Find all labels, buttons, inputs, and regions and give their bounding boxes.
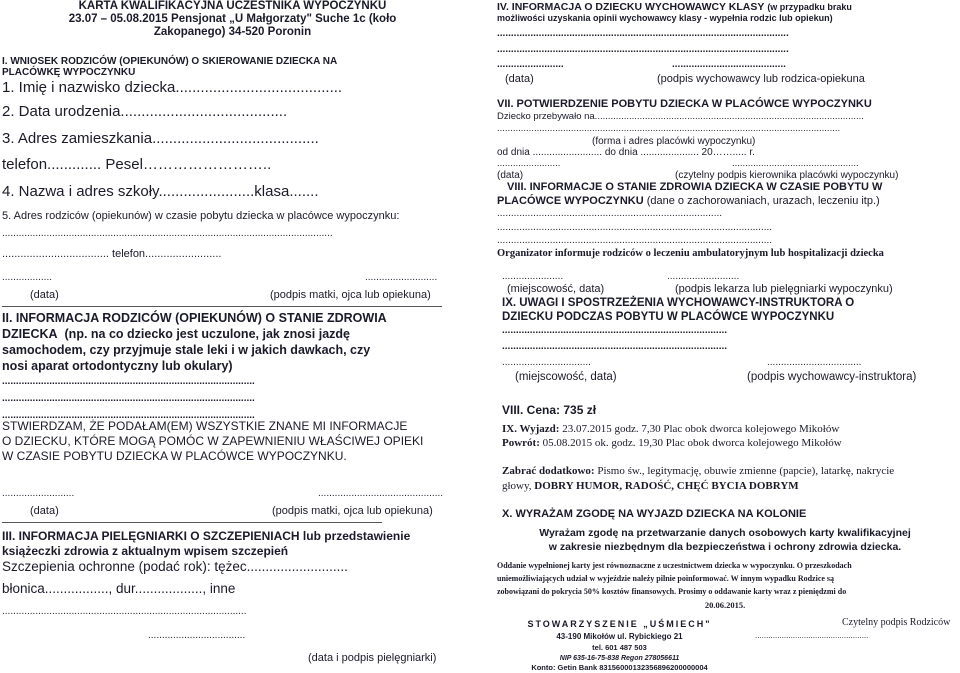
section-3-heading: III. INFORMACJA PIELĘGNIARKI O SZCZEPIENIACH lub przedstawienie bbox=[2, 529, 411, 543]
section-4-title: IV. INFORMACJA O DZIECKU WYCHOWAWCY KLASY bbox=[497, 1, 765, 13]
extras-word: głowy, bbox=[502, 480, 532, 492]
teacher-sign-caption: (podpis wychowawcy lub rodzica-opiekuna bbox=[657, 73, 865, 85]
doctor-date-caption: (miejscowość, data) bbox=[507, 283, 605, 295]
return-text: 05.08.2015 ok. godz. 19,30 Plac obok dworca kolejowego Mikołów bbox=[542, 437, 842, 449]
section-4-note: (w przypadku braku bbox=[767, 2, 852, 12]
signature-2-date-line[interactable]: .......................... bbox=[2, 488, 75, 499]
home-address-field[interactable]: 3. Adres zamieszkania........................................ bbox=[2, 130, 319, 147]
health-during-stay-line-1[interactable]: ................................................................................. bbox=[497, 208, 723, 219]
nurse-sign-caption: (data i podpis pielęgniarki) bbox=[308, 652, 437, 664]
section-8-heading-cont bbox=[497, 195, 880, 207]
declaration-line-3: W CZASIE POBYTU DZIECKA W PLACÓWCE WYPOCZYNKU. bbox=[2, 449, 347, 463]
other-vaccines-field[interactable]: ........................................................................................ bbox=[2, 606, 247, 617]
section-x-heading: X. WYRAŻAM ZGODĘ NA WYJAZD DZIECKA NA KOLONIE bbox=[502, 508, 807, 520]
signature-1-sign-caption: (podpis matki, ojca lub opiekuna) bbox=[270, 289, 431, 301]
stamp-phone: tel. 601 487 503 bbox=[592, 643, 647, 652]
left-column bbox=[0, 0, 465, 673]
form-title: KARTA KWALIFIKACYJNA UCZESTNIKA WYPOCZYNKU bbox=[78, 0, 387, 12]
consent-line-1: Wyrażam zgodę na przetwarzanie danych osobowych karty kwalifikacyjnej bbox=[539, 527, 911, 539]
stamp-address: 43-190 Mikołów ul. Rybickiego 21 bbox=[556, 632, 683, 641]
stamp-ids: NIP 635-16-75-838 Regon 278056611 bbox=[559, 655, 680, 662]
school-field[interactable]: 4. Nazwa i adres szkoły.......................klasa....... bbox=[2, 183, 319, 200]
manager-date-caption: (data) bbox=[497, 170, 524, 181]
departure-text: 23.07.2015 godz. 7,30 Plac obok dworca kolejowego Mikołów bbox=[562, 423, 840, 435]
declaration-line-1: STWIERDZAM, ŻE PODAŁAM(EM) WSZYSTKIE ZNANE MI INFORMACJE bbox=[2, 419, 408, 433]
stay-place-field-2[interactable]: .................................................................................................................................. bbox=[497, 124, 841, 134]
nurse-sign-line[interactable]: ................................... bbox=[148, 630, 246, 641]
notice-line-2: uniemożliwiających udział w wyjeździe należy pilnie poinformować. W innym wypadku Rodzice są bbox=[497, 574, 835, 583]
stamp-bank-account: Konto: Getin Bank 83156000132356896200000004 bbox=[531, 663, 708, 672]
parents-signature-line[interactable]: ................................................... bbox=[755, 631, 869, 640]
stay-dates-field[interactable]: od dnia ......................... do dnia ..................... 20……..... r. bbox=[497, 147, 755, 158]
camp-address: Zakopanego) 34-520 Poronin bbox=[153, 26, 312, 38]
teacher-date-line[interactable]: ........................ bbox=[497, 59, 564, 70]
signature-1-sign-line[interactable]: .......................... bbox=[365, 272, 438, 283]
manager-date-line[interactable]: ........................ bbox=[497, 158, 561, 169]
doctor-date-line[interactable]: ...................... bbox=[502, 271, 564, 282]
signature-1-date-line[interactable]: .................. bbox=[2, 272, 53, 283]
instructor-date-line[interactable]: ................................ bbox=[502, 357, 591, 368]
health-during-stay-line-2[interactable]: ................................................................................................... bbox=[497, 222, 773, 233]
manager-sign-line[interactable]: ................................................ bbox=[732, 158, 859, 169]
section-2-heading: II. INFORMACJA RODZICÓW (OPIEKUNÓW) O STANIE ZDROWIA bbox=[2, 311, 387, 325]
departure-line bbox=[502, 423, 839, 435]
parents-phone-field[interactable]: ................................... telefon......................... bbox=[2, 248, 222, 260]
divider bbox=[2, 306, 442, 307]
section-2-heading-cont bbox=[2, 328, 350, 342]
price: VIII. Cena: 735 zł bbox=[502, 403, 597, 417]
child-name-field[interactable]: 1. Imię i nazwisko dziecka........................................ bbox=[2, 79, 343, 96]
stamp-name: STOWARZYSZENIE „UŚMIECH" bbox=[527, 619, 712, 629]
stay-place-field[interactable]: Dziecko przebywało na...................................................................................................... bbox=[497, 112, 864, 122]
section-2-question-cont: samochodem, czy przyjmuje stale leki i w jakich dawkach, czy bbox=[2, 343, 371, 357]
extras-line-2 bbox=[502, 480, 799, 492]
extras-line bbox=[502, 465, 894, 477]
divider bbox=[2, 522, 382, 523]
section-2-word: DZIECKA bbox=[2, 327, 58, 341]
remarks-line-1[interactable]: ................................................................................. bbox=[502, 325, 728, 336]
tetanus-field[interactable]: Szczepienia ochronne (podać rok): tężec........................... bbox=[2, 559, 348, 574]
manager-sign-caption: (czytelny podpis kierownika placówki wypoczynku) bbox=[675, 170, 899, 181]
health-during-stay-line-3[interactable]: ................................................................................................... bbox=[497, 235, 773, 246]
section-1-heading-cont: PLACÓWKĘ WYPOCZYNKU bbox=[2, 67, 136, 78]
section-1-heading: I. WNIOSEK RODZICÓW (OPIEKUNÓW) O SKIEROWANIE DZIECKA NA bbox=[2, 56, 338, 67]
section-8-heading: VIII. INFORMACJE O STANIE ZDROWIA DZIECKA W CZASIE POBYTU W bbox=[507, 181, 883, 193]
extras-motto: DOBRY HUMOR, RADOŚĆ, CHĘĆ BYCIA DOBRYM bbox=[534, 480, 799, 492]
section-4-note-cont: możliwości uzyskania opinii wychowawcy klasy - wypełnia rodzic lub opiekun) bbox=[497, 13, 833, 23]
instructor-sign-line[interactable]: .................................. bbox=[767, 357, 862, 368]
notice-deadline: 20.06.2015. bbox=[704, 600, 746, 610]
camp-dates-place: 23.07 – 05.08.2015 Pensjonat „U Małgorzaty" Suche 1c (koło bbox=[68, 13, 397, 25]
section-2-question-end: nosi aparat ortodontyczny lub okulary) bbox=[2, 359, 233, 373]
organizer-notice: Organizator informuje rodziców o leczeniu ambulatoryjnym lub hospitalizacji dziecka bbox=[497, 248, 884, 259]
instructor-date-caption: (miejscowość, data) bbox=[515, 371, 617, 383]
signature-2-date-caption: (data) bbox=[30, 505, 59, 517]
diphtheria-typhoid-field[interactable]: błonica................., dur.................., inne bbox=[2, 581, 236, 596]
section-3-heading-cont: książeczki zdrowia z aktualnym wpisem szczepień bbox=[2, 544, 289, 558]
section-9-heading: IX. UWAGI I SPOSTRZEŻENIA WYCHOWAWCY-INSTRUKTORA O bbox=[502, 297, 855, 309]
teacher-opinion-line-2[interactable]: ......................................................................................................... bbox=[497, 44, 789, 55]
notice-line-3: zobowiązani do pokrycia 50% kosztów finansowych. Prosimy o oddawanie karty wraz z pieniędzmi do bbox=[497, 587, 847, 596]
extras-label: Zabrać dodatkowo: bbox=[502, 465, 595, 477]
teacher-sign-line[interactable]: ......................................... bbox=[672, 59, 786, 70]
section-7-heading: VII. POTWIERDZENIE POBYTU DZIECKA W PLACÓWCE WYPOCZYNKU bbox=[497, 98, 872, 110]
notice-line-1: Oddanie wypełnionej karty jest równoznaczne z uczestnictwem dziecka w wypoczynku. O przeszkodach bbox=[497, 561, 852, 570]
section-8-word: PLACÓWCE WYPOCZYNKU bbox=[497, 195, 644, 207]
signature-2-sign-caption: (podpis matki, ojca lub opiekuna) bbox=[272, 505, 433, 517]
section-2-question: (np. na co dziecko jest uczulone, jak znosi jazdę bbox=[64, 327, 350, 341]
phone-pesel-field[interactable]: telefon............. Pesel…………………….. bbox=[2, 156, 272, 173]
section-4-heading bbox=[497, 2, 852, 14]
parents-address-label: 5. Adres rodziców (opiekunów) w czasie pobytu dziecka w placówce wypoczynku: bbox=[2, 210, 400, 222]
teacher-date-caption: (data) bbox=[505, 73, 534, 85]
instructor-sign-caption: (podpis wychowawcy-instruktora) bbox=[747, 371, 917, 383]
health-info-line-1[interactable]: ........................................................................................... bbox=[2, 376, 255, 387]
return-line bbox=[502, 437, 842, 449]
signature-2-sign-line[interactable]: ............................................. bbox=[318, 488, 444, 499]
remarks-line-2[interactable]: ................................................................................. bbox=[502, 341, 728, 352]
right-column bbox=[497, 0, 955, 673]
return-label: Powrót: bbox=[502, 437, 540, 449]
teacher-opinion-line-1[interactable]: ......................................................................................................... bbox=[497, 28, 789, 39]
health-info-line-2[interactable]: ........................................................................................... bbox=[2, 393, 255, 404]
extras-text: Pismo św., legitymację, obuwie zmienne (papcie), latarkę, nakrycie bbox=[597, 465, 895, 477]
section-8-note: (dane o zachorowaniach, urazach, leczeniu itp.) bbox=[646, 195, 880, 207]
stay-place-caption: (forma i adres placówki wypoczynku) bbox=[592, 136, 756, 147]
birth-date-field[interactable]: 2. Data urodzenia........................................ bbox=[2, 103, 288, 120]
health-info-line-3[interactable]: ........................................................................................... bbox=[2, 410, 255, 421]
section-9-heading-cont: DZIECKU PODCZAS POBYTU W PLACÓWCE WYPOCZYNKU bbox=[502, 311, 835, 323]
signature-1-date-caption: (data) bbox=[30, 289, 59, 301]
parents-signature-label: Czytelny podpis Rodziców bbox=[842, 617, 951, 628]
declaration-line-2: O DZIECKU, KTÓRE MOGĄ POMÓC W ZAPEWNIENIU WŁAŚCIWEJ OPIEKI bbox=[2, 434, 424, 448]
doctor-sign-caption: (podpis lekarza lub pielęgniarki wypoczynku) bbox=[675, 283, 893, 295]
doctor-sign-line[interactable]: .......................... bbox=[667, 271, 740, 282]
consent-line-2: w zakresie niezbędnym dla bezpieczeństwa i ochrony zdrowia dziecka. bbox=[548, 541, 902, 553]
departure-label: IX. Wyjazd: bbox=[502, 423, 560, 435]
parents-address-field[interactable]: ....................................................................................................................... bbox=[2, 228, 333, 239]
